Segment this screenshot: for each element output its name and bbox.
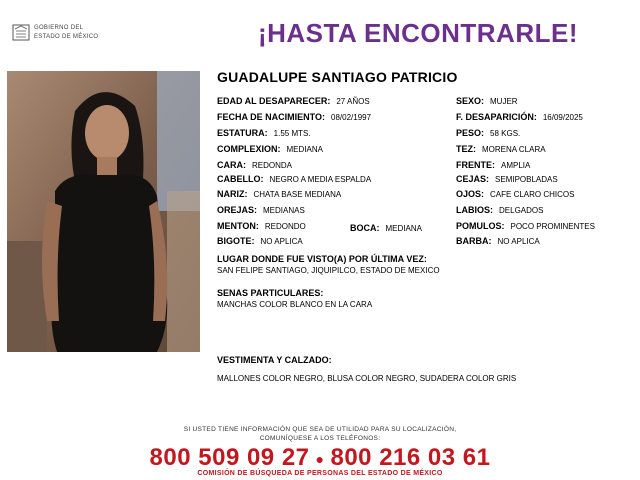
field-barba <box>456 236 540 247</box>
label-estatura: ESTATURA: <box>217 128 268 138</box>
label-sexo: SEXO: <box>456 96 485 106</box>
value-nacimiento: 08/02/1997 <box>331 113 372 122</box>
label-cara: CARA: <box>217 160 246 170</box>
value-nariz: CHATA BASE MEDIANA <box>253 190 342 199</box>
value-ojos: CAFE CLARO CHICOS <box>490 190 575 199</box>
value-barba: NO APLICA <box>497 237 540 246</box>
field-cabello <box>217 174 371 185</box>
field-boca <box>350 223 422 234</box>
value-boca: MEDIANA <box>385 224 422 233</box>
label-pomulos: POMULOS: <box>456 221 505 231</box>
separator-dot: ● <box>315 450 325 467</box>
phone-numbers <box>0 444 640 472</box>
senas-value: MANCHAS COLOR BLANCO EN LA CARA <box>217 300 373 309</box>
label-peso: PESO: <box>456 128 485 138</box>
photo-image <box>7 71 200 352</box>
field-ojos <box>456 189 574 200</box>
label-menton: MENTON: <box>217 221 259 231</box>
lugar-title: LUGAR DONDE FUE VISTO(A) POR ÚLTIMA VEZ: <box>217 254 427 264</box>
vestimenta-value: MALLONES COLOR NEGRO, BLUSA COLOR NEGRO, SUDADERA COLOR GRIS <box>217 374 517 383</box>
phone-1[interactable]: 800 509 09 27 <box>149 444 310 471</box>
label-nariz: NARIZ: <box>217 189 248 199</box>
field-menton <box>217 221 306 232</box>
footer-note-1: SI USTED TIENE INFORMACIÓN QUE SEA DE UTILIDAD PARA SU LOCALIZACIÓN, <box>183 426 457 433</box>
value-cejas: SEMIPOBLADAS <box>495 175 558 184</box>
label-ojos: OJOS: <box>456 189 485 199</box>
person-name: GUADALUPE SANTIAGO PATRICIO <box>217 69 458 85</box>
footer-note-2: COMUNÍQUESE A LOS TELÉFONOS: <box>259 435 381 442</box>
field-peso <box>456 128 520 139</box>
label-frente: FRENTE: <box>456 160 495 170</box>
headline: ¡HASTA ENCONTRARLE! <box>257 18 578 48</box>
senas-title: SENAS PARTICULARES: <box>217 288 324 298</box>
field-cara <box>217 160 292 171</box>
label-complexion: COMPLEXION: <box>217 144 281 154</box>
field-frente <box>456 160 530 171</box>
value-cabello: NEGRO A MEDIA ESPALDA <box>269 175 372 184</box>
label-nacimiento: FECHA DE NACIMIENTO: <box>217 112 325 122</box>
field-pomulos <box>456 221 595 232</box>
label-bigote: BIGOTE: <box>217 236 255 246</box>
label-barba: BARBA: <box>456 236 492 246</box>
commission-name: COMISIÓN DE BÚSQUEDA DE PERSONAS DEL ESTADO DE MÉXICO <box>197 470 443 477</box>
field-labios <box>456 205 543 216</box>
lugar-value: SAN FELIPE SANTIAGO, JIQUIPILCO, ESTADO DE MEXICO <box>217 266 440 275</box>
field-desaparicion <box>456 112 583 123</box>
value-desaparicion: 16/09/2025 <box>542 113 583 122</box>
value-complexion: MEDIANA <box>286 145 323 154</box>
value-orejas: MEDIANAS <box>263 206 305 215</box>
value-bigote: NO APLICA <box>260 237 303 246</box>
vestimenta-title: VESTIMENTA Y CALZADO: <box>217 355 332 365</box>
label-boca: BOCA: <box>350 223 380 233</box>
value-tez: MORENA CLARA <box>482 145 546 154</box>
phone-2[interactable]: 800 216 03 61 <box>330 444 491 471</box>
field-estatura <box>217 128 311 139</box>
value-labios: DELGADOS <box>499 206 544 215</box>
value-menton: REDONDO <box>264 222 306 231</box>
gov-line1: GOBIERNO DEL <box>34 25 84 31</box>
field-sexo <box>456 96 518 107</box>
label-edad: EDAD AL DESAPARECER: <box>217 96 331 106</box>
label-tez: TEZ: <box>456 144 476 154</box>
field-bigote <box>217 236 303 247</box>
government-logo <box>12 22 122 46</box>
field-tez <box>456 144 546 155</box>
field-nariz <box>217 189 341 200</box>
government-crest-icon <box>12 22 30 42</box>
value-sexo: MUJER <box>490 97 518 106</box>
value-pomulos: POCO PROMINENTES <box>510 222 595 231</box>
field-nacimiento <box>217 112 371 123</box>
gov-line2: ESTADO DE MÉXICO <box>34 34 99 40</box>
value-peso: 58 KGS. <box>490 129 521 138</box>
value-cara: REDONDA <box>252 161 293 170</box>
field-edad <box>217 96 370 107</box>
label-desaparicion: F. DESAPARICIÓN: <box>456 112 537 122</box>
field-complexion <box>217 144 323 155</box>
field-cejas <box>456 174 558 185</box>
value-estatura: 1.55 MTS. <box>273 129 311 138</box>
value-frente: AMPLIA <box>501 161 531 170</box>
field-orejas <box>217 205 305 216</box>
value-edad: 27 AÑOS <box>336 97 370 106</box>
missing-person-photo <box>7 71 200 352</box>
label-orejas: OREJAS: <box>217 205 258 215</box>
label-labios: LABIOS: <box>456 205 493 215</box>
label-cabello: CABELLO: <box>217 174 264 184</box>
label-cejas: CEJAS: <box>456 174 490 184</box>
